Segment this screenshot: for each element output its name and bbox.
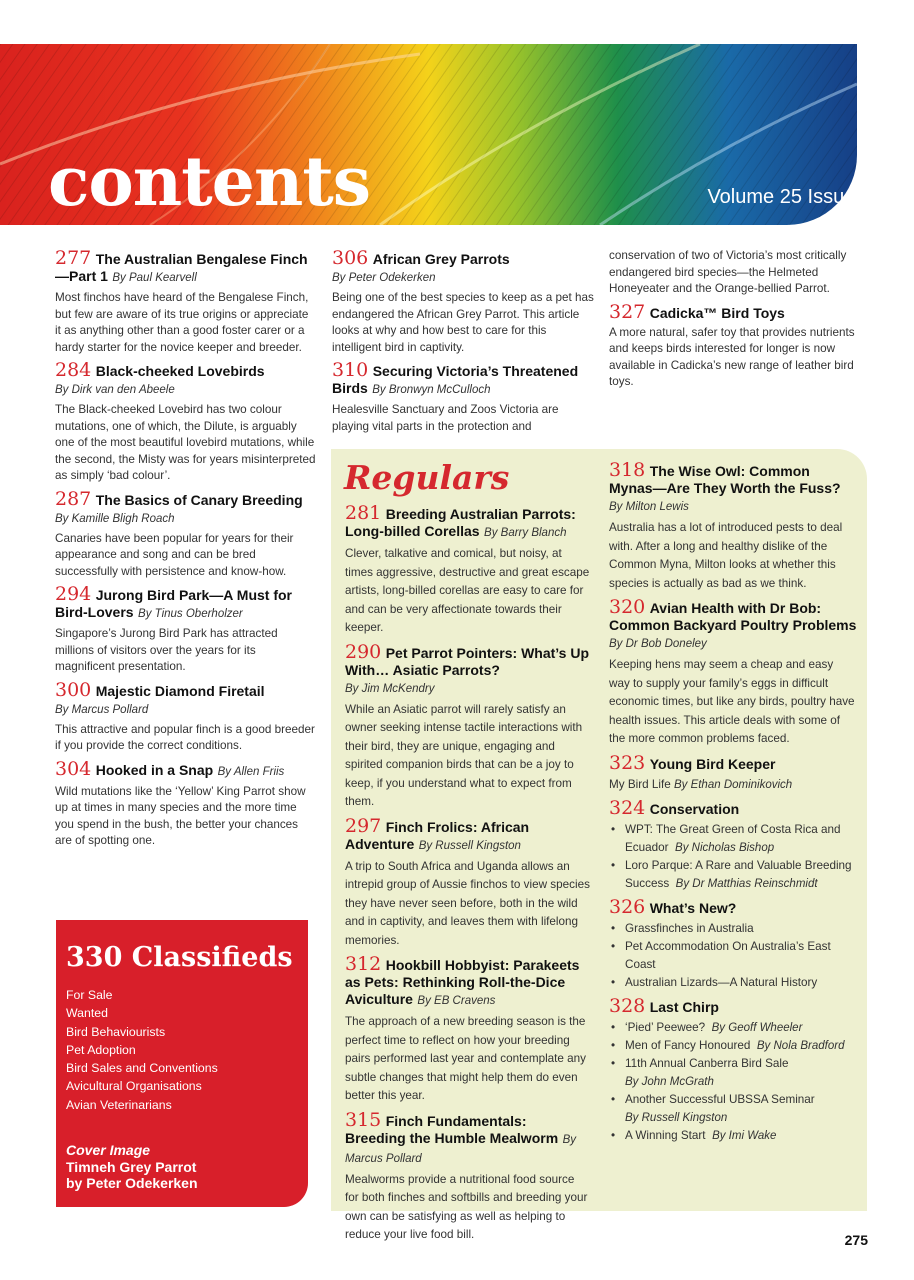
section-328[interactable] (609, 995, 857, 1145)
article-desc: Clever, talkative and comical, but noisy, at times aggressive, destructive and great escape artists, long-billed corellas are easy to care for and can be very affectionate towards their keeper. (345, 547, 590, 634)
article-300[interactable] (55, 678, 317, 755)
page-number: 275 (844, 1232, 868, 1248)
article-281[interactable] (345, 502, 590, 638)
section-title: What’s New? (649, 900, 737, 916)
classified-item[interactable]: Avian Veterinarians (66, 1097, 172, 1112)
list-item[interactable]: • Pet Accommodation On Australia’s East Coast (609, 938, 857, 974)
article-desc: Singapore’s Jurong Bird Park has attracted millions of visitors over the years for its magnificent presentation. (55, 627, 278, 673)
article-320[interactable] (609, 596, 857, 749)
article-desc: This attractive and popular finch is a good breeder if you provide the correct conditions. (55, 722, 315, 752)
list-item[interactable]: • Another Successful UBSSA Seminar By Russell Kingston (609, 1091, 857, 1127)
page-num: 287 (55, 487, 92, 510)
article-title: Pet Parrot Pointers: What’s Up With… Asiatic Parrots? (345, 644, 590, 678)
page-num: 326 (609, 896, 646, 918)
page-num: 323 (609, 751, 646, 774)
classified-item[interactable]: Bird Sales and Conventions (66, 1061, 218, 1076)
article-author: By Tinus Oberholzer (138, 608, 243, 620)
article-310[interactable] (332, 359, 594, 435)
article-318[interactable] (609, 459, 857, 593)
article-desc: Mealworms provide a nutritional food source for both finches and softbills and breeding your own can be satisfying as well as helping to reduce your live food bill. (345, 1172, 588, 1241)
article-title: Black-cheeked Lovebirds (95, 363, 265, 379)
page-num: 300 (55, 678, 92, 701)
list-item[interactable]: • Grassfinches in Australia (609, 920, 857, 938)
classified-item[interactable]: Bird Behaviourists (66, 1024, 166, 1039)
article-310-continued: conservation of two of Victoria’s most critically endangered bird species—the Helmeted Honeyeater and the Orange-bellied Parrot. (609, 249, 847, 295)
article-author: By Kamille Bligh Roach (55, 512, 175, 525)
page-num: 306 (332, 247, 369, 269)
page-num: 297 (345, 814, 382, 837)
article-327[interactable] (609, 300, 861, 391)
article-title: Securing Victoria’s Threatened Birds (332, 363, 579, 396)
article-title: Jurong Bird Park—A Must for Bird-Lovers (55, 587, 292, 620)
page-num: 318 (609, 459, 646, 481)
article-author: By Peter Odekerken (332, 272, 436, 284)
article-desc: While an Asiatic parrot will rarely satisfy an owner seeking intense tactile interactions with their bird, they are unique, engaging and spirited companion birds that can be a joy to keep, if you understand what to expect from them. (345, 702, 583, 808)
classified-item[interactable]: Wanted (66, 1006, 108, 1021)
article-294[interactable] (55, 583, 317, 676)
list-item-author: By Dr Matthias Reinschmidt (675, 878, 818, 890)
volume-issue: Volume 25 Issue 5 (707, 186, 872, 208)
article-author: By Dr Bob Doneley (609, 638, 707, 650)
article-323[interactable] (609, 751, 857, 795)
article-desc: A trip to South Africa and Uganda allows an intrepid group of Aussie finchos to view species they have never seen before, both in the wild and in captivity, and leaves them with lifelong memories. (345, 859, 590, 947)
article-306[interactable] (332, 247, 594, 356)
page-num: 324 (609, 797, 646, 819)
section-list (609, 920, 857, 992)
article-desc: Being one of the best species to keep as a pet has endangered the African Grey Parrot. This article looks at why and how best to care for this intelligent bird in captivity. (332, 291, 594, 354)
regulars-column-2 (609, 459, 857, 1151)
section-326[interactable] (609, 896, 857, 992)
list-item-author: By Geoff Wheeler (711, 1022, 803, 1034)
page-num: 315 (345, 1108, 382, 1131)
article-title: The Basics of Canary Breeding (95, 491, 303, 508)
features-column-3 (609, 248, 861, 397)
classifieds-title[interactable]: 330 Classifieds (66, 942, 293, 973)
list-item[interactable]: • WPT: The Great Green of Costa Rica and Ecuador By Nicholas Bishop (609, 821, 857, 857)
article-title: Finch Frolics: African Adventure (345, 818, 530, 852)
section-list (609, 821, 857, 893)
cover-subject: Timneh Grey Parrot (66, 1158, 197, 1175)
list-item-author: By Russell Kingston (625, 1112, 728, 1124)
article-title: Young Bird Keeper (649, 755, 776, 772)
article-315[interactable] (345, 1108, 590, 1245)
article-title: The Wise Owl: Common Mynas—Are They Worth the Fuss? (609, 463, 841, 496)
page-num: 328 (609, 995, 646, 1017)
article-277[interactable] (55, 247, 317, 356)
section-title: Last Chirp (649, 999, 719, 1015)
article-title: Hooked in a Snap (95, 761, 214, 778)
article-title: Breeding Australian Parrots: Long-billed Corellas (345, 506, 576, 539)
page-num: 294 (55, 583, 92, 605)
list-item[interactable]: • Men of Fancy Honoured By Nola Bradford (609, 1037, 857, 1055)
article-author: By Dirk van den Abeele (55, 384, 175, 396)
article-author: By Milton Lewis (609, 501, 689, 513)
article-author: By Marcus Pollard (55, 703, 149, 716)
article-title: African Grey Parrots (372, 251, 510, 267)
article-author: By Barry Blanch (484, 527, 567, 539)
list-item[interactable]: • ‘Pied’ Peewee? By Geoff Wheeler (609, 1019, 857, 1037)
article-title: Avian Health with Dr Bob: Common Backyard Poultry Problems (609, 600, 857, 633)
article-desc: Keeping hens may seem a cheap and easy way to supply your family’s eggs in difficult economic times, but like any birds, poultry have health issues. This article deals with some of the more common problems faced. (609, 658, 855, 745)
regulars-title: Regulars (344, 458, 510, 497)
features-column-2 (332, 247, 594, 441)
list-item-author: By Imi Wake (712, 1130, 777, 1142)
article-287[interactable] (55, 487, 317, 581)
list-item[interactable]: • A Winning Start By Imi Wake (609, 1127, 857, 1145)
article-author: By Ethan Dominikovich (673, 778, 793, 791)
article-author: By Jim McKendry (345, 682, 435, 695)
article-title: Hookbill Hobbyist: Parakeets as Pets: Rethinking Roll-the-Dice Aviculture (345, 957, 580, 1007)
page-num: 277 (55, 247, 92, 269)
list-item[interactable]: • 11th Annual Canberra Bird Sale By John McGrath (609, 1055, 857, 1091)
article-desc: Canaries have been popular for years for their appearance and song and can be bred successfully with persistence and know-how. (55, 531, 294, 578)
page-num: 310 (332, 359, 369, 381)
article-desc: The approach of a new breeding season is the perfect time to reflect on how your breeding pairs performed last year and contemplate any subtle changes that might help them do even better this year. (345, 1015, 587, 1102)
page-num: 281 (345, 502, 382, 524)
article-desc: Wild mutations like the ‘Yellow’ King Parrot show up at times in many species and the more time you spend in the bush, the better your chances are of spotting one. (55, 784, 306, 847)
article-title: Cadicka™ Bird Toys (649, 304, 785, 321)
page-title: contents (48, 142, 371, 222)
cover-photographer: by Peter Odekerken (66, 1175, 198, 1191)
section-list (609, 1019, 857, 1145)
article-284[interactable] (55, 359, 317, 485)
cover-credit (66, 1142, 198, 1192)
classifieds-list (66, 986, 218, 1114)
article-author: By Bronwyn McCulloch (372, 384, 491, 396)
article-desc: Healesville Sanctuary and Zoos Victoria are playing vital parts in the protection and (332, 403, 559, 433)
page-num: 327 (609, 300, 646, 323)
page-num: 304 (55, 757, 92, 780)
article-author: By EB Cravens (417, 995, 496, 1007)
classified-item[interactable]: Avicultural Organisations (66, 1079, 202, 1094)
page-num: 290 (345, 640, 382, 663)
article-author: By Paul Kearvell (112, 272, 197, 284)
article-desc: The Black-cheeked Lovebird has two colour mutations, one of which, the Dilute, is arguably one of the most beautiful lovebird mutations, while the second, the Misty was for years misinterpreted as simply ‘bad colour’. (55, 403, 316, 482)
classifieds-box (56, 920, 308, 1207)
list-item-author: By Nicholas Bishop (675, 842, 775, 854)
classified-item[interactable]: For Sale (66, 988, 113, 1002)
page-num: 320 (609, 596, 646, 618)
features-column-1 (55, 247, 317, 856)
article-title: Majestic Diamond Firetail (95, 682, 265, 699)
article-desc: My Bird Life (609, 777, 671, 791)
article-312[interactable] (345, 953, 590, 1106)
article-author: By Russell Kingston (418, 839, 521, 852)
article-author: By Marcus Pollard (345, 1133, 577, 1165)
article-title: The Australian Bengalese Finch—Part 1 (55, 251, 308, 284)
article-290[interactable] (345, 640, 590, 812)
regulars-column-1 (345, 502, 590, 1251)
article-297[interactable] (345, 814, 590, 951)
list-item[interactable]: • Australian Lizards—A Natural History (609, 974, 857, 992)
page-num: 284 (55, 359, 92, 381)
page-num: 312 (345, 953, 382, 975)
article-desc: Australia has a lot of introduced pests to deal with. After a long and healthy dislike of the Common Myna, Milton looks at whether this species is actually as bad as we think. (609, 521, 843, 590)
list-item-author: By Nola Bradford (756, 1040, 845, 1052)
section-324[interactable] (609, 797, 857, 893)
list-item-author: By John McGrath (625, 1076, 714, 1088)
section-title: Conservation (649, 801, 740, 817)
list-item[interactable]: • Loro Parque: A Rare and Valuable Breeding Success By Dr Matthias Reinschmidt (609, 857, 857, 893)
article-304[interactable] (55, 757, 317, 850)
article-title: Finch Fundamentals: Breeding the Humble Mealworm (345, 1112, 559, 1146)
classified-item[interactable]: Pet Adoption (66, 1042, 136, 1057)
article-desc: Most finchos have heard of the Bengalese Finch, but few are aware of its true origins or appreciate it as anything other than a good foster carer or a hardy starter for the novice keeper and breeder. (55, 291, 309, 354)
article-author: By Allen Friis (217, 765, 285, 778)
cover-label: Cover Image (66, 1142, 151, 1158)
article-desc: A more natural, safer toy that provides nutrients and keeps birds interested for longer is now available in Cadicka’s new range of leather bird toys. (609, 325, 855, 388)
